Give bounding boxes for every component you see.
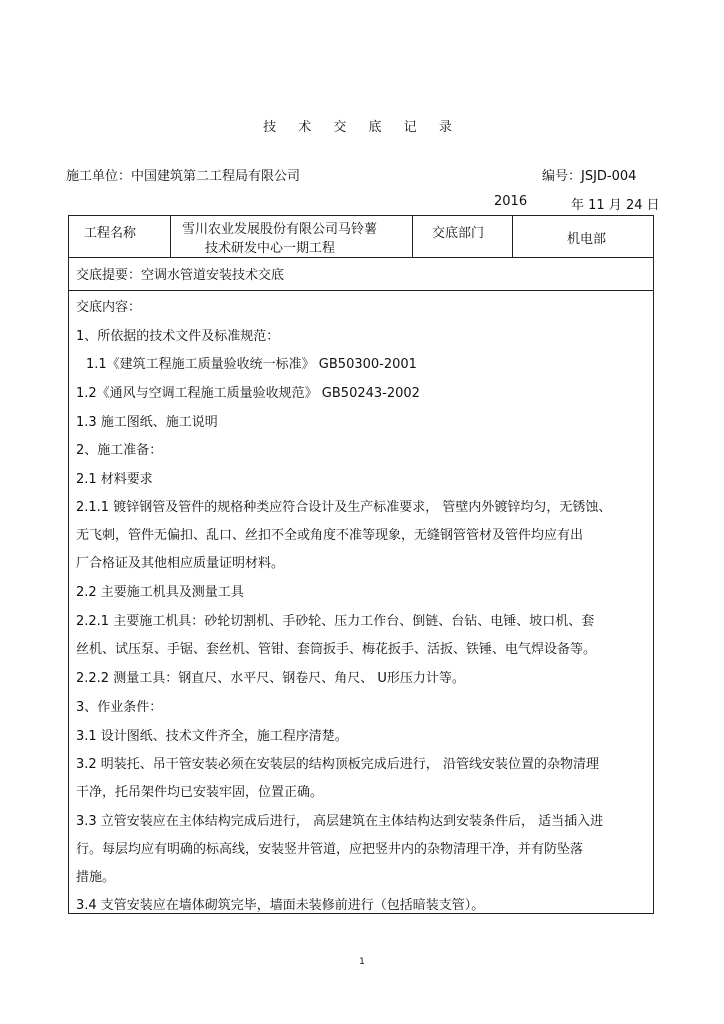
content-line: 厂合格证及其他相应质量证明材料。 (76, 556, 285, 571)
page-number: 1 (359, 957, 365, 967)
content-line: 3.1 设计图纸、技术文件齐全，施工程序清楚。 (76, 729, 348, 744)
project-name-line-2: 技术研发中心一期工程 (205, 241, 336, 256)
table-border-bottom (68, 913, 654, 914)
table-border-top (68, 215, 654, 216)
document-title: 技 术 交 底 记 录 (263, 120, 461, 135)
project-name-label: 工程名称 (84, 226, 137, 241)
department-value: 机电部 (567, 232, 607, 247)
content-line: 3.4 支管安装应在墙体砌筑完毕，墙面未装修前进行（包括暗装支管）。 (76, 898, 485, 913)
document-code: 编号：JSJD-004 (542, 169, 637, 184)
content-line: 1.2《通风与空调工程施工质量验收规范》 GB50243-2002 (76, 386, 420, 401)
project-name-line-1: 雪川农业发展股份有限公司马铃薯 (182, 222, 378, 237)
content-line: 无飞刺，管件无偏扣、乱口、丝扣不全或角度不准等现象，无缝钢管管材及管件均应有出 (76, 528, 584, 543)
content-line: 干净，托吊架件均已安装牢固，位置正确。 (76, 785, 324, 800)
table-col-divider-3 (512, 215, 513, 257)
content-line: 措施。 (76, 870, 116, 885)
date-year: 2016 (494, 194, 528, 209)
content-line: 交底内容： (76, 300, 142, 315)
content-line: 2.1.1 镀锌钢管及管件的规格种类应符合设计及生产标准要求， 管壁内外镀锌均匀，无锈蚀、 (76, 500, 612, 515)
table-border-left (68, 215, 69, 914)
summary-text: 交底提要：空调水管道安装技术交底 (76, 268, 285, 283)
content-line: 2.2.2 测量工具：钢直尺、水平尺、钢卷尺、角尺、 U形压力计等。 (76, 671, 465, 686)
content-line: 丝机、试压泵、手锯、套丝机、管钳、套筒扳手、梅花扳手、活扳、铁锤、电气焊设备等。 (76, 642, 597, 657)
table-border-right (653, 215, 654, 914)
content-line: 2.2 主要施工机具及测量工具 (76, 585, 244, 600)
content-line: 3、作业条件： (76, 700, 163, 715)
table-divider-header (68, 257, 654, 258)
table-divider-summary (68, 290, 654, 291)
content-line: 2.2.1 主要施工机具：砂轮切割机、手砂轮、压力工作台、倒链、台钻、电锤、坡口机、套 (76, 614, 595, 629)
date-month-day: 年 11 月 24 日 (571, 198, 660, 213)
content-line: 1.1《建筑工程施工质量验收统一标准》 GB50300-2001 (86, 357, 417, 372)
content-line: 1、所依据的技术文件及标准规范： (76, 329, 280, 344)
content-line: 2.1 材料要求 (76, 472, 153, 487)
construction-unit: 施工单位：中国建筑第二工程局有限公司 (66, 169, 301, 184)
content-line: 3.2 明装托、吊干管安装必须在安装层的结构顶板完成后进行， 沿管线安装位置的杂物清理 (76, 757, 599, 772)
table-col-divider-2 (412, 215, 413, 257)
content-line: 1.3 施工图纸、施工说明 (76, 415, 218, 430)
content-line: 3.3 立管安装应在主体结构完成后进行， 高层建筑在主体结构达到安装条件后， 适当插入进 (76, 814, 604, 829)
department-label: 交底部门 (432, 226, 485, 241)
content-line: 行。每层均应有明确的标高线，安装竖井管道，应把竖井内的杂物清理干净，并有防坠落 (76, 842, 584, 857)
content-line: 2、施工准备： (76, 443, 163, 458)
table-col-divider-1 (170, 215, 171, 257)
